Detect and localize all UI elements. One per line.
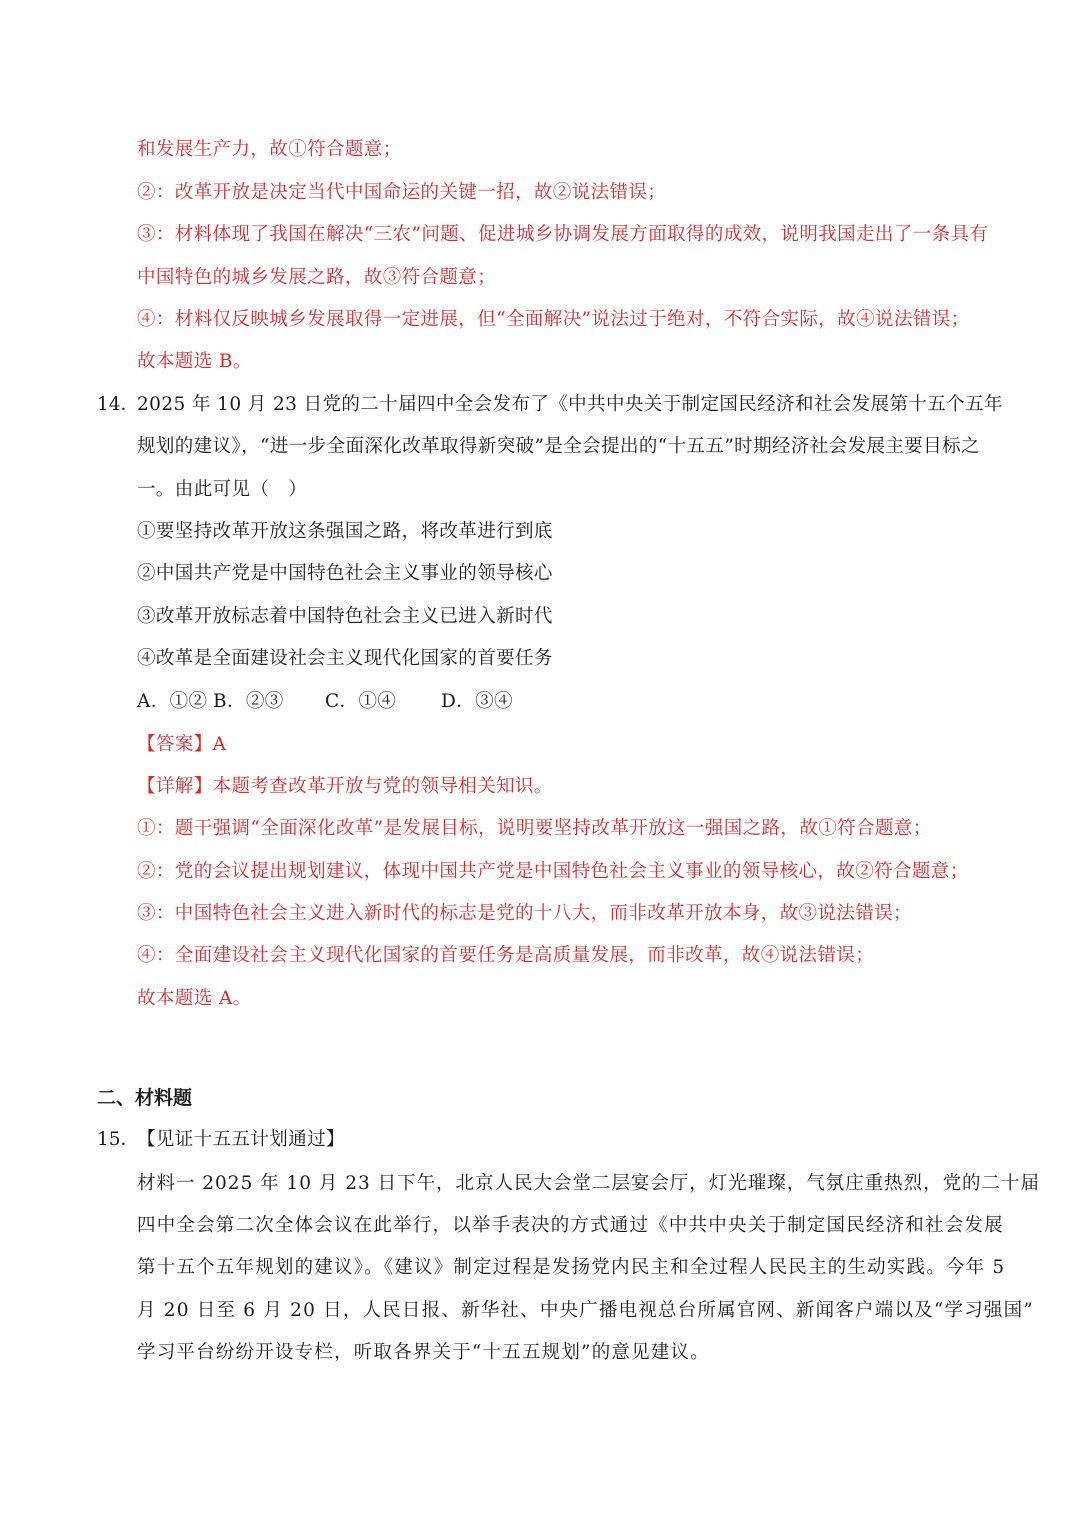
question-number: 14． bbox=[97, 394, 140, 415]
q14-explanation-line: ③：中国特色社会主义进入新时代的标志是党的十八大，而非改革开放本身，故③说法错误； bbox=[137, 903, 912, 924]
q14-stem-line: 2025 年 10 月 23 日党的二十届四中全会发布了《中共中央关于制定国民经济和社会发展第十五个五年 bbox=[137, 394, 1003, 415]
q14-answer: 【答案】A bbox=[137, 734, 227, 755]
q15-material-line: 材料一 2025 年 10 月 23 日下午，北京人民大会堂二层宴会厅，灯光璀璨，气氛庄重热烈，党的二十届 bbox=[137, 1173, 1040, 1194]
q13-explanation-line: ③：材料体现了我国在解决“三农”问题、促进城乡协调发展方面取得的成效，说明我国走出了一条具有 bbox=[137, 224, 989, 245]
q13-explanation-line: 中国特色的城乡发展之路，故③符合题意； bbox=[137, 267, 497, 288]
option-d: D．③④ bbox=[441, 691, 513, 712]
q14-stem-line: 一。由此可见（ ） bbox=[137, 479, 308, 500]
q15-material-line: 月 20 日至 6 月 20 日，人民日报、新华社、中央广播电视总台所属官网、新闻客户端以及“学习强国” bbox=[137, 1300, 1034, 1321]
q15-heading: 【见证十五五计划通过】 bbox=[137, 1129, 345, 1150]
q14-statement-1: ①要坚持改革开放这条强国之路，将改革进行到底 bbox=[137, 521, 553, 542]
q14-options bbox=[137, 688, 513, 716]
q14-explanation-line: ④：全面建设社会主义现代化国家的首要任务是高质量发展，而非改革，故④说法错误； bbox=[137, 945, 875, 966]
q15-material-line: 学习平台纷纷开设专栏，听取各界关于“十五五规划”的意见建议。 bbox=[137, 1342, 710, 1363]
q15-material-line: 四中全会第二次全体会议在此举行，以举手表决的方式通过《中共中央关于制定国民经济和社会发展 bbox=[137, 1215, 1004, 1236]
q14-statement-3: ③改革开放标志着中国特色社会主义已进入新时代 bbox=[137, 606, 553, 627]
q14-explanation-line: ①：题干强调“全面深化改革”是发展目标，说明要坚持改革开放这一强国之路，故①符合题意； bbox=[137, 818, 932, 839]
q13-explanation-line: ②：改革开放是决定当代中国命运的关键一招，故②说法错误； bbox=[137, 182, 667, 203]
q14-statement-4: ④改革是全面建设社会主义现代化国家的首要任务 bbox=[137, 648, 553, 669]
q13-explanation-line: 和发展生产力，故①符合题意； bbox=[137, 139, 402, 160]
q14-stem-line: 规划的建议》，“进一步全面深化改革取得新突破”是全会提出的“十五五”时期经济社会发展主要目标之 bbox=[137, 436, 980, 457]
q13-conclusion: 故本题选 B。 bbox=[137, 351, 252, 372]
question-number: 15． bbox=[97, 1129, 140, 1150]
q14-statement-2: ②中国共产党是中国特色社会主义事业的领导核心 bbox=[137, 563, 553, 584]
q14-explanation-line: ②：党的会议提出规划建议，体现中国共产党是中国特色社会主义事业的领导核心，故②符合题意； bbox=[137, 861, 969, 882]
q14-explanation-title: 【详解】本题考查改革开放与党的领导相关知识。 bbox=[137, 776, 553, 797]
section-title: 二、材料题 bbox=[97, 1087, 193, 1109]
q15-material-line: 第十五个五年规划的建议》。《建议》制定过程是发扬党内民主和全过程人民民主的生动实践。今年 5 bbox=[137, 1257, 1006, 1278]
q14-conclusion: 故本题选 A。 bbox=[137, 988, 252, 1009]
q13-explanation-line: ④：材料仅反映城乡发展取得一定进展，但“全面解决”说法过于绝对，不符合实际，故④说法错误； bbox=[137, 309, 970, 330]
option-a: A．①② bbox=[137, 691, 208, 712]
option-b: B．②③ bbox=[213, 691, 284, 712]
option-c: C．①④ bbox=[325, 691, 397, 712]
